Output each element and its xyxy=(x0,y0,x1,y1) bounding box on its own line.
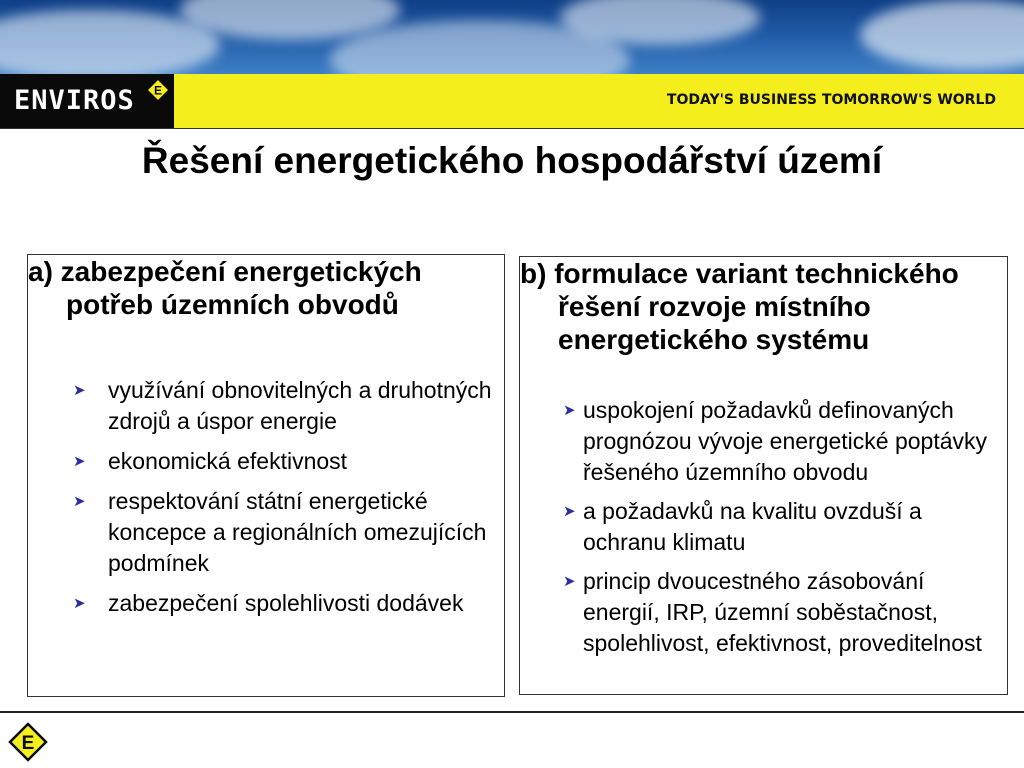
list-item: ➤ ekonomická efektivnost xyxy=(108,446,503,477)
right-box xyxy=(519,256,1008,695)
enviros-e-diamond-icon xyxy=(8,722,48,762)
list-item: ➤ uspokojení požadavků definovaných prognózou vývoje energetické poptávky řešeného územního obvodu xyxy=(563,397,988,485)
logo-text: ENVIROS xyxy=(14,85,135,116)
arrow-bullet-icon: ➤ xyxy=(563,402,576,419)
left-box xyxy=(27,254,505,697)
arrow-bullet-icon: ➤ xyxy=(73,595,86,612)
list-item: ➤ respektování státní energetické koncepce a regionálních omezujících podmínek xyxy=(73,488,487,576)
right-box-heading: b) formulace variant technického řešení rozvoje místního energetického systému xyxy=(520,258,959,355)
list-item: ➤ zabezpečení spolehlivosti dodávek xyxy=(108,588,503,619)
list-item: ➤ využívání obnovitelných a druhotných zdrojů a úspor energie xyxy=(73,377,492,434)
slide-title: Řešení energetického hospodářství území xyxy=(141,140,883,181)
enviros-e-diamond-icon xyxy=(146,78,170,102)
left-box-heading: a) zabezpečení energetických potřeb územních obvodů xyxy=(28,256,422,320)
footer-rule xyxy=(0,711,1024,713)
arrow-bullet-icon: ➤ xyxy=(563,573,576,590)
svg-text:E: E xyxy=(153,83,163,98)
header-rule xyxy=(0,128,1024,129)
arrow-bullet-icon: ➤ xyxy=(73,453,86,470)
list-item: ➤ princip dvoucestného zásobování energií, IRP, územní soběstačnost, spolehlivost, efektivnost, proveditelnost xyxy=(563,568,982,656)
arrow-bullet-icon: ➤ xyxy=(563,503,576,520)
enviros-logo xyxy=(0,74,174,128)
list-item: ➤ a požadavků na kvalitu ovzduší a ochranu klimatu xyxy=(563,498,922,555)
left-bullet-list xyxy=(73,375,503,619)
sky-banner xyxy=(0,0,1024,74)
brand-bar xyxy=(0,74,1024,128)
arrow-bullet-icon: ➤ xyxy=(73,382,86,399)
tagline: TODAY'S BUSINESS TOMORROW'S WORLD xyxy=(666,92,996,108)
arrow-bullet-icon: ➤ xyxy=(73,493,86,510)
svg-text:E: E xyxy=(21,733,35,754)
right-bullet-list xyxy=(563,395,1003,659)
